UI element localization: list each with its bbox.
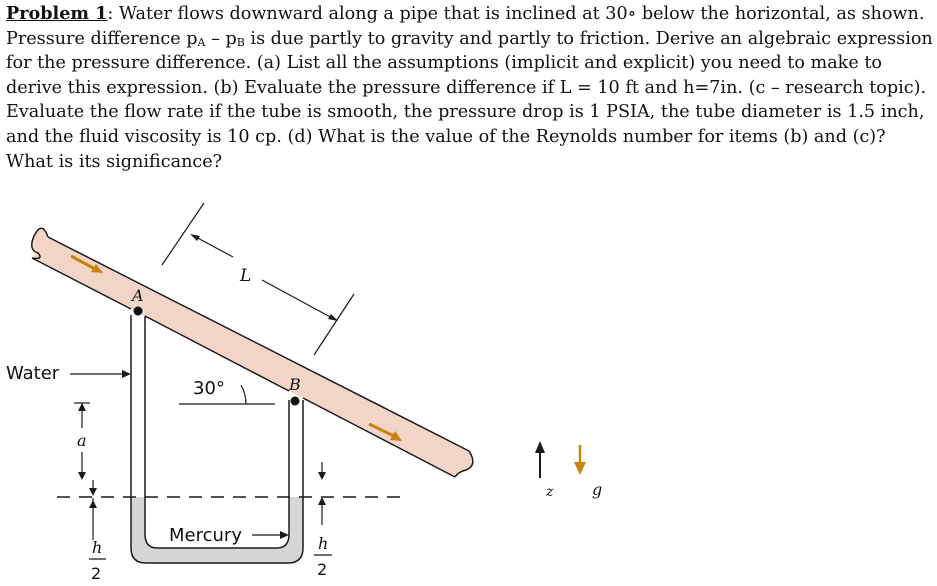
label-angle: 30°	[193, 378, 225, 399]
dimension-a-arrowhead	[78, 403, 86, 411]
label-2-right: 2	[317, 560, 328, 579]
axes-legend	[535, 441, 602, 500]
angle-arc	[241, 385, 246, 404]
subscript-a: A	[197, 35, 206, 49]
dimension-a-arrowhead	[78, 472, 86, 480]
length-dimension-line	[194, 236, 233, 257]
gravity-arrowhead	[574, 462, 586, 475]
label-a: a	[77, 431, 87, 450]
length-extension-left	[162, 203, 204, 265]
problem-colon: :	[107, 4, 114, 24]
water-leader-arrowhead	[122, 370, 131, 378]
label-mercury: Mercury	[169, 525, 242, 546]
label-point-a: A	[132, 286, 144, 305]
dimension-h-half-right	[314, 462, 332, 579]
problem-title: Problem 1	[6, 3, 108, 24]
dimension-h-half-left	[89, 480, 106, 583]
dimension-a	[74, 403, 90, 480]
point-a	[134, 307, 143, 316]
h-half-right-arrowhead	[318, 472, 326, 480]
subscript-b: B	[236, 35, 245, 49]
z-axis-arrowhead	[535, 441, 545, 453]
problem-rest: is due partly to gravity and partly to friction. Derive an algebraic expression for the pressure difference. (a) List all the assumptions (implicit and explicit) you need to make to derive this expression. (b) Evaluate the pressure difference if L = 10 ft and h=7in. (c – research topic). Evaluate the flow rate if the tube is smooth, the pressure drop is 1 PSIA, the tube diameter is 1.5 inch, and the fluid viscosity is 10 cp. (d) What is the value of the Reynolds number for items (b) and (c)? What is its significance?	[6, 28, 933, 172]
pipe	[32, 228, 473, 477]
label-water: Water	[6, 363, 60, 384]
mercury-leader-arrowhead	[280, 531, 289, 539]
length-arrowhead	[328, 314, 338, 321]
problem-intro: Water flows downward along a pipe that is inclined at 30∘ below the horizontal, as shown. Pressure difference p	[6, 4, 925, 49]
label-point-b: B	[289, 375, 301, 394]
h-half-right-arrowhead	[318, 497, 326, 505]
length-dimension-line	[262, 280, 334, 319]
h-half-left-arrowhead	[89, 500, 97, 508]
label-g: g	[592, 480, 603, 499]
label-h-right: h	[318, 534, 329, 553]
h-half-left-arrowhead	[89, 488, 97, 496]
length-extension-right	[314, 294, 354, 355]
point-b	[291, 397, 300, 406]
pipe-top-edge	[48, 237, 469, 451]
label-h-left: h	[92, 538, 103, 557]
label-2-left: 2	[91, 564, 102, 583]
label-length: L	[240, 266, 252, 286]
label-z: z	[546, 484, 554, 500]
problem-minus: – p	[205, 28, 237, 49]
length-arrowhead	[190, 234, 200, 241]
